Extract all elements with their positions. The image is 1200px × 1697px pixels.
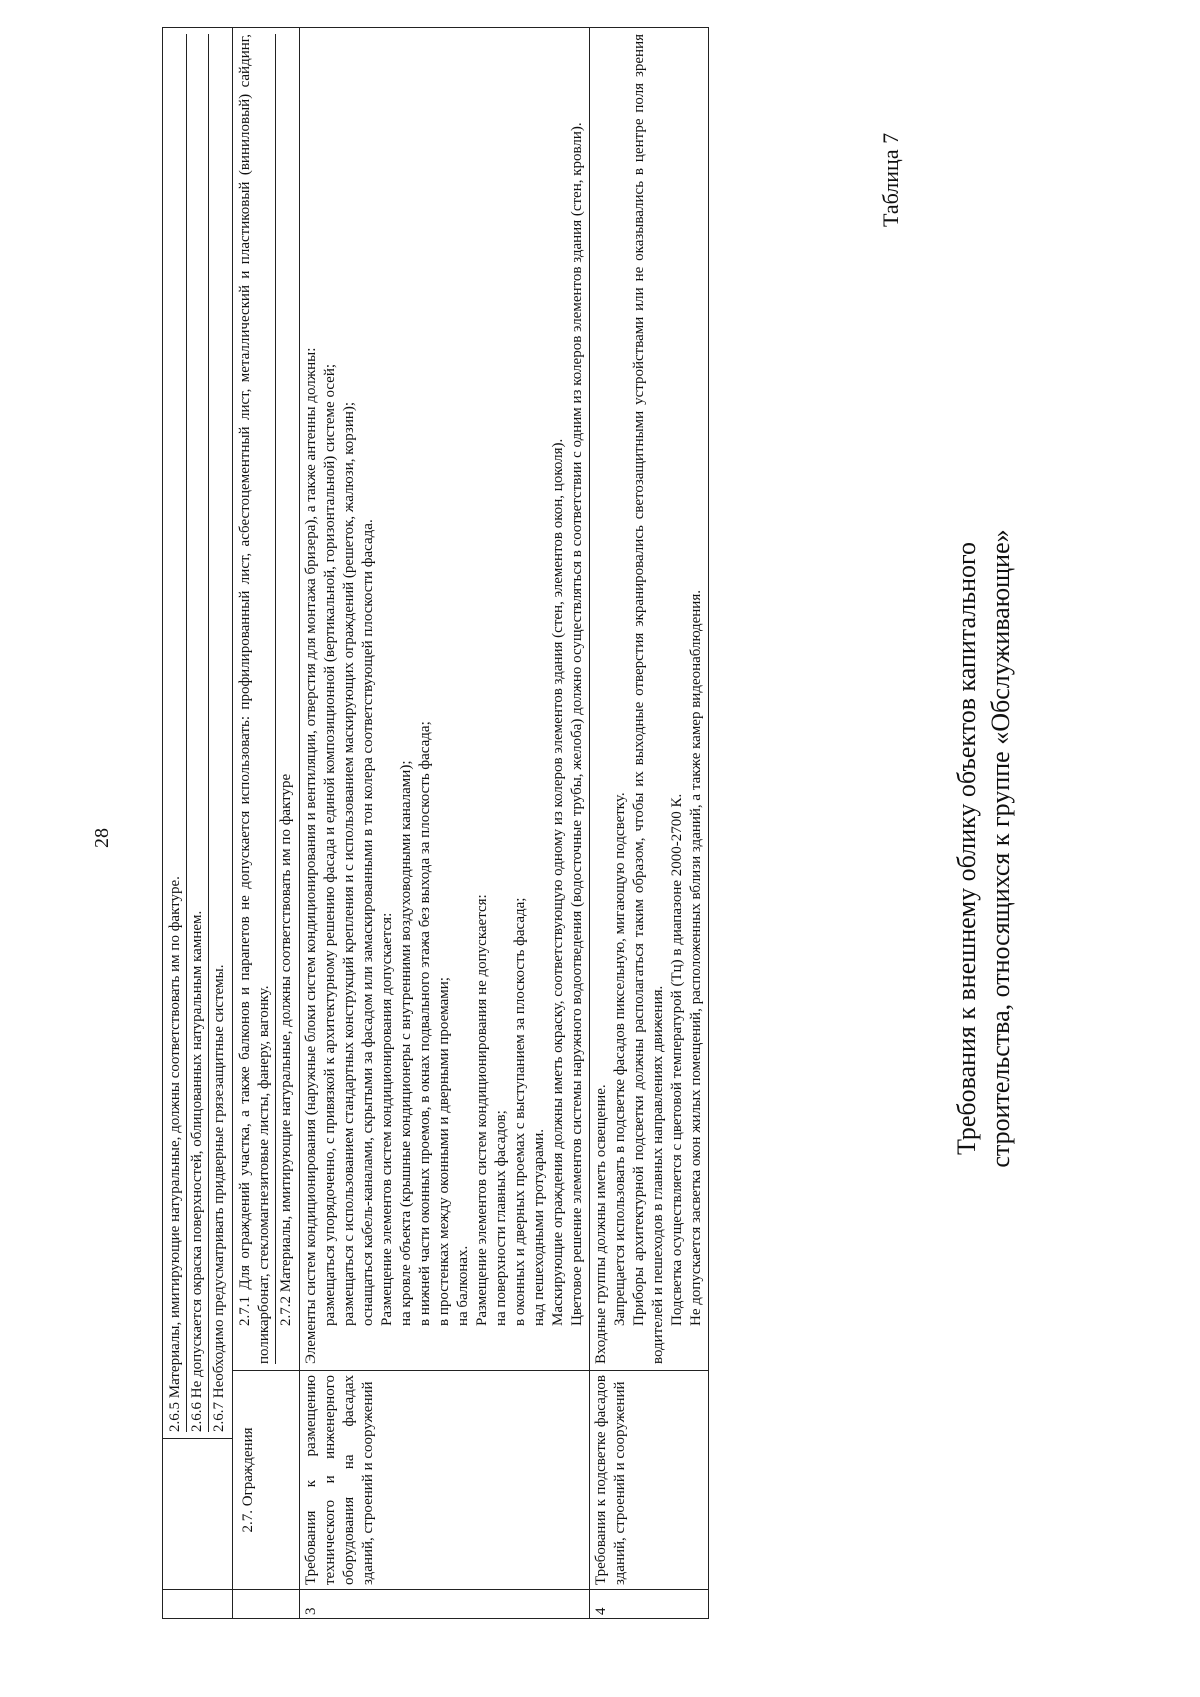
paragraph: Цветовое решение элементов системы наружного водоотведения (водосточные трубы, желоба) должно осуществляться в соответствии с одним из колеров элементов здания (стен, кровли). [569, 122, 585, 1326]
paragraph: Подсветка осуществляется с цветовой температурой (Тц) в диапазоне 2000-2700 К. [669, 793, 685, 1326]
paragraph: на балконах. [455, 1245, 471, 1326]
row-number-cell [233, 1589, 299, 1618]
paragraph: Элементы систем кондиционирования (наружные блоки систем кондиционирования и вентиляции, отверстия для монтажа бризера), а также антенны должны: [303, 347, 319, 1364]
row-name-cell [163, 1438, 232, 1589]
item-2-6-5: 2.6.5 Материалы, имитирующие натуральные, должны соответствовать им по фактуре. [167, 876, 183, 1432]
paragraph: Запрещается использовать в подсветке фасадов пиксельную, мигающую подсветку. [612, 792, 628, 1326]
paragraph: Размещение элементов систем кондиционирования не допускается: [474, 894, 490, 1326]
paragraph: Не допускается засветка окон жилых помещений, расположенных вблизи зданий, а также камер видеонаблюдения. [688, 590, 704, 1326]
paragraph: в оконных и дверных проемах с выступанием за плоскость фасада; [512, 897, 528, 1326]
requirements-table [162, 27, 709, 1619]
paragraph: в простенках между оконными и дверными проемами; [436, 977, 452, 1326]
row-text-cell [590, 28, 708, 1370]
paragraph: на кровле объекта (крышные кондиционеры с внутренними воздуховодными каналами); [398, 760, 414, 1326]
paragraph: размещаться упорядоченно, с привязкой к архитектурному решению фасада и единой композиционной (вертикальной, горизонтальной) системе осей; [322, 363, 338, 1326]
paragraph: в нижней части оконных проемов, в окнах подвального этажа без выхода за плоскость фасада; [417, 721, 433, 1326]
paragraph: Приборы архитектурной подсветки должны располагаться таким образом, чтобы их выходные отверстия экранировались светозащитными устройствами или не оказывались в центре поля зрения водителей и пешеходов в главных направлениях движения. [631, 34, 666, 1364]
row-text-cell [300, 28, 589, 1370]
paragraph: на поверхности главных фасадов; [493, 1110, 509, 1326]
paragraph: над пешеходными тротуарами. [531, 1128, 547, 1326]
table-row [589, 28, 708, 1618]
item-2-7-2: 2.7.2 Материалы, имитирующие натуральные, должны соответствовать им по фактуре [278, 773, 294, 1326]
paragraph: оснащаться кабель-каналами, скрытыми за фасадом или замаскированными в тон колера соответствующей плоскости фасада. [360, 519, 376, 1326]
caption-line-2: строительства, относящихся к группе «Обслуживающие» [986, 529, 1015, 1168]
row-number-cell: 4 [590, 1589, 708, 1618]
table-row [163, 28, 232, 1618]
paragraph: Маскирующие ограждения должны иметь окраску, соответствующую одному из колеров элементов здания (стен, элементов окон, цоколя). [550, 438, 566, 1326]
page-number: 28 [91, 828, 113, 848]
table-label: Таблица 7 [878, 132, 903, 227]
row-text-cell [163, 28, 232, 1438]
item-2-6-6: 2.6.6 Не допускается окраска поверхностей, облицованных натуральным камнем. [189, 910, 205, 1432]
subsection-label: 2.7. Ограждения [240, 1427, 256, 1533]
item-2-6-7: 2.6.7 Необходимо предусматривать придверные грязезащитные системы. [211, 964, 227, 1432]
item-2-7-1: 2.7.1 Для ограждений участка, а также балконов и парапетов не допускается использовать: профилированный лист, асбестоцементный лист, металлический и пластиковый (виниловый) сайдинг, поликарбонат, стекломагнезитовые листы, фанеру, вагонку. [237, 34, 272, 1364]
table-row [299, 28, 589, 1618]
paragraph: Размещение элементов систем кондиционирования допускается: [379, 912, 395, 1326]
row-number-cell [163, 1589, 232, 1618]
row-number-cell: 3 [300, 1589, 589, 1618]
row-text-cell [233, 28, 299, 1370]
subsection-cell [233, 1370, 299, 1589]
table-row [232, 28, 299, 1618]
paragraph: размещаться с использованием стандартных конструкций крепления и с использованием маскирующих ограждений (решеток, жалюзи, корзин); [341, 401, 357, 1326]
row-name-cell: Требования к размещению технического и инженерного оборудования на фасадах зданий, строений и сооружений [300, 1370, 589, 1589]
caption-line-1: Требования к внешнему облику объектов капитального [952, 541, 981, 1156]
paragraph: Входные группы должны иметь освещение. [593, 1084, 609, 1364]
table-caption [950, 0, 1018, 1697]
row-name-cell: Требования к подсветке фасадов зданий, строений и сооружений [590, 1370, 708, 1589]
